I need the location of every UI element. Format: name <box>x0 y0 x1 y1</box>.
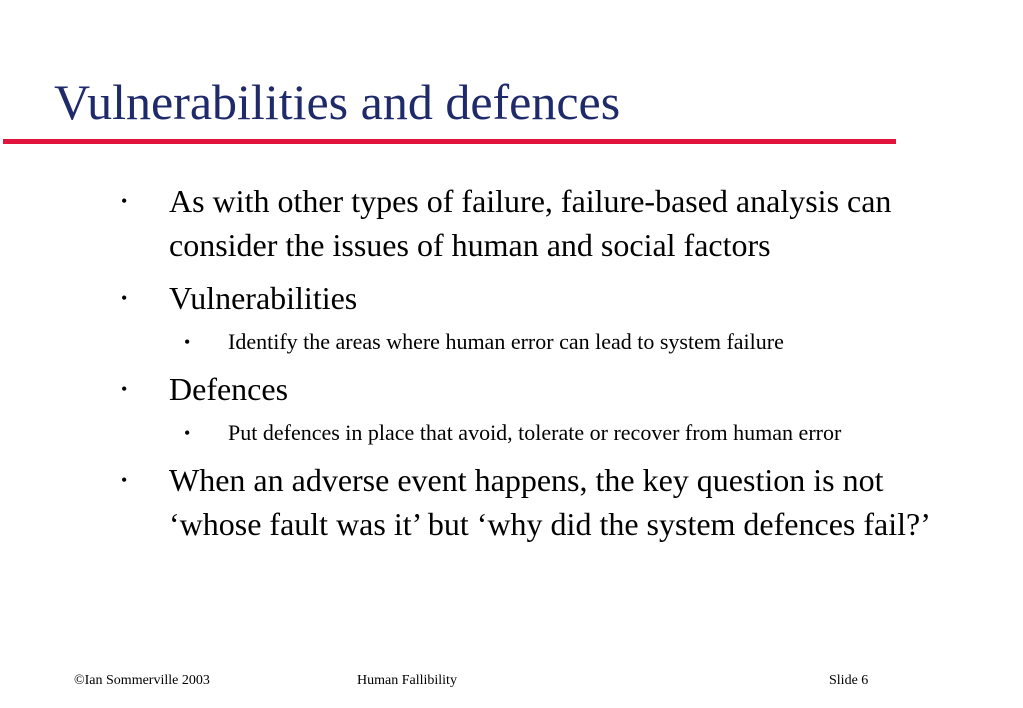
footer-slide-number: Slide 6 <box>829 673 869 688</box>
title-divider <box>3 139 896 144</box>
bullet-text: Vulnerabilities <box>169 280 358 316</box>
bullet-marker: • <box>121 470 128 490</box>
bullet-text: Defences <box>169 371 289 407</box>
bullet-text: When an adverse event happens, the key question is not ‘whose fault was it’ but ‘why did the system defences fail?’ <box>169 462 931 542</box>
bullet-text: As with other types of failure, failure-based analysis can consider the issues of human and social factors <box>169 183 892 263</box>
footer-topic: Human Fallibility <box>357 673 457 688</box>
bullet-marker: • <box>121 379 128 399</box>
bullet-marker: • <box>121 288 128 308</box>
footer-copyright: ©Ian Sommerville 2003 <box>74 673 210 688</box>
sub-bullet-marker: • <box>184 332 191 352</box>
sub-bullet-text: Identify the areas where human error can lead to system failure <box>228 329 784 354</box>
sub-bullet-text: Put defences in place that avoid, tolerate or recover from human error <box>228 420 842 445</box>
slide-title: Vulnerabilities and defences <box>54 74 621 130</box>
bullet-marker: • <box>121 191 128 211</box>
sub-bullet-marker: • <box>184 423 191 443</box>
